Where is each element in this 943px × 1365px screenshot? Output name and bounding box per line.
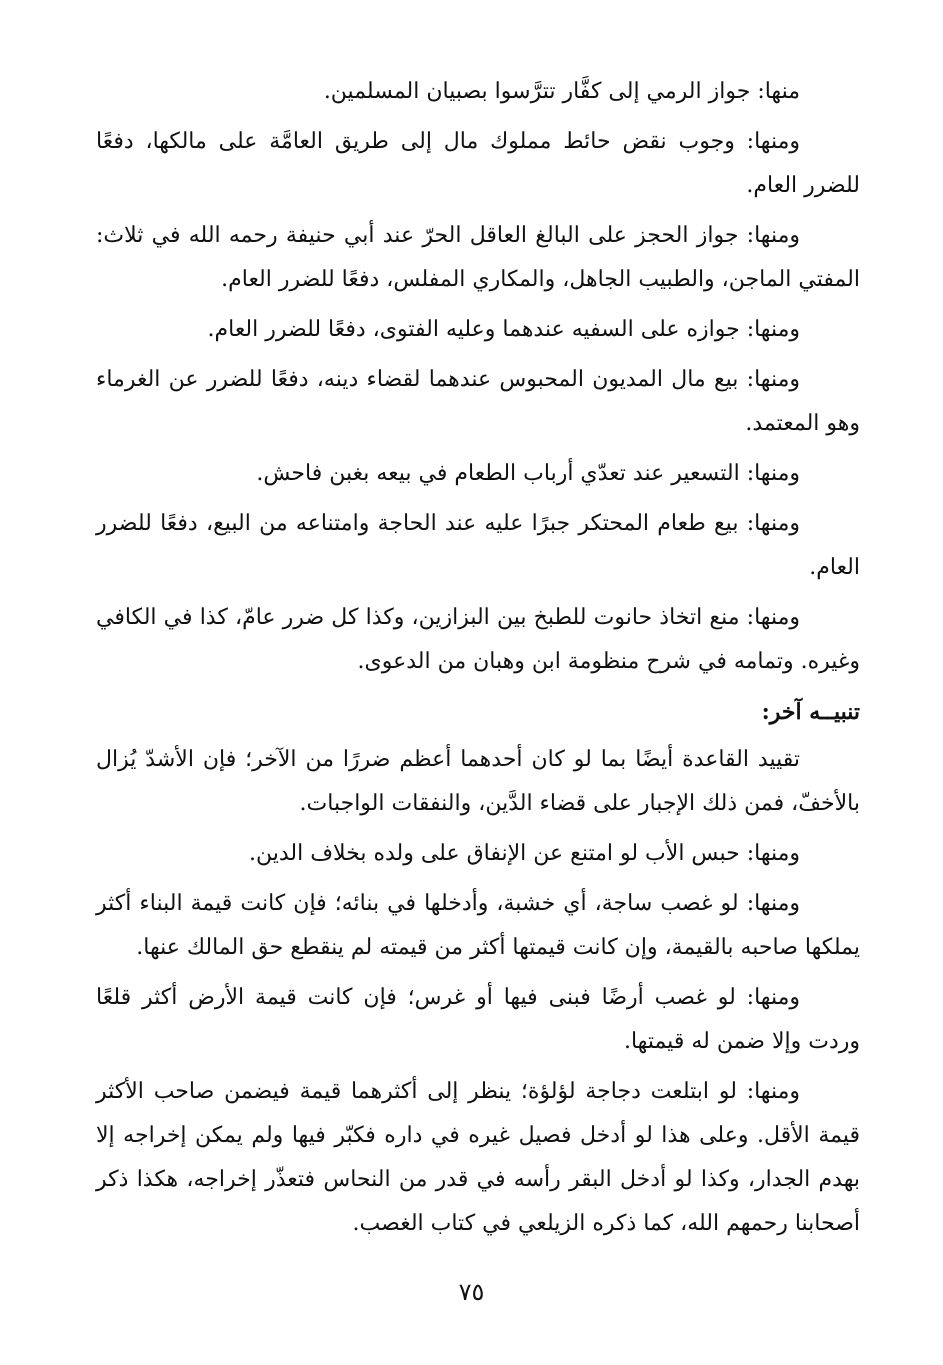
page-number: ٧٥ [458, 1278, 485, 1306]
paragraph-9: تقييد القاعدة أيضًا بما لو كان أحدهما أعظم ضررًا من الآخر؛ فإن الأشدّ يُزال بالأخفّ، فمن ذلك الإجبار على قضاء الدَّين، والنفقات الواجبات. [96, 747, 860, 816]
paragraph-5: ومنها: بيع مال المديون المحبوس عندهما لقضاء دينه، دفعًا للضرر عن الغرماء وهو المعتمد. [96, 367, 860, 436]
section-heading: تنبيــه آخر: [761, 699, 860, 725]
paragraph-11: ومنها: لو غصب ساجة، أي خشبة، وأدخلها في بنائه؛ فإن كانت قيمة البناء أكثر يملكها صاحبه بالقيمة، وإن كانت قيمتها أكثر من قيمته لم ينقطع حق المالك عنها. [96, 891, 860, 960]
paragraph-10: ومنها: حبس الأب لو امتنع عن الإنفاق على ولده بخلاف الدين. [248, 841, 800, 866]
paragraph-8: ومنها: منع اتخاذ حانوت للطبخ بين البزازين، وكذا كل ضرر عامّ، كذا في الكافي وغيره. وتمامه في شرح منظومة ابن وهبان من الدعوى. [96, 605, 860, 674]
paragraph-6: ومنها: التسعير عند تعدّي أرباب الطعام في بيعه بغبن فاحش. [256, 461, 800, 486]
paragraph-2: ومنها: وجوب نقض حائط مملوك مال إلى طريق العامَّة على مالكها، دفعًا للضرر العام. [96, 129, 860, 198]
paragraph-13: ومنها: لو ابتلعت دجاجة لؤلؤة؛ ينظر إلى أكثرهما قيمة فيضمن صاحب الأكثر قيمة الأقل. وعلى هذا لو أدخل فصيل غيره في داره فكبّر فيها ولم يمكن إخراجه إلا بهدم الجدار، وكذا لو أدخل البقر رأسه في قدر من النحاس فتعذّر إخراجه، هكذا ذكر أصحابنا رحمهم الله، كما ذكره الزيلعي في كتاب الغصب. [96, 1079, 860, 1236]
paragraph-7: ومنها: بيع طعام المحتكر جبرًا عليه عند الحاجة وامتناعه من البيع، دفعًا للضرر العام. [96, 511, 860, 580]
paragraph-1: منها: جواز الرمي إلى كفَّار تترَّسوا بصبيان المسلمين. [323, 79, 800, 104]
paragraph-3: ومنها: جواز الحجز على البالغ العاقل الحرّ عند أبي حنيفة رحمه الله في ثلاث: المفتي الماجن، والطبيب الجاهل، والمكاري المفلس، دفعًا للضرر العام. [96, 223, 860, 292]
paragraph-4: ومنها: جوازه على السفيه عندهما وعليه الفتوى، دفعًا للضرر العام. [207, 317, 800, 342]
paragraph-12: ومنها: لو غصب أرضًا فبنى فيها أو غرس؛ فإن كانت قيمة الأرض أكثر قلعًا وردت وإلا ضمن له قيمتها. [96, 985, 860, 1054]
page-body [96, 70, 860, 1252]
